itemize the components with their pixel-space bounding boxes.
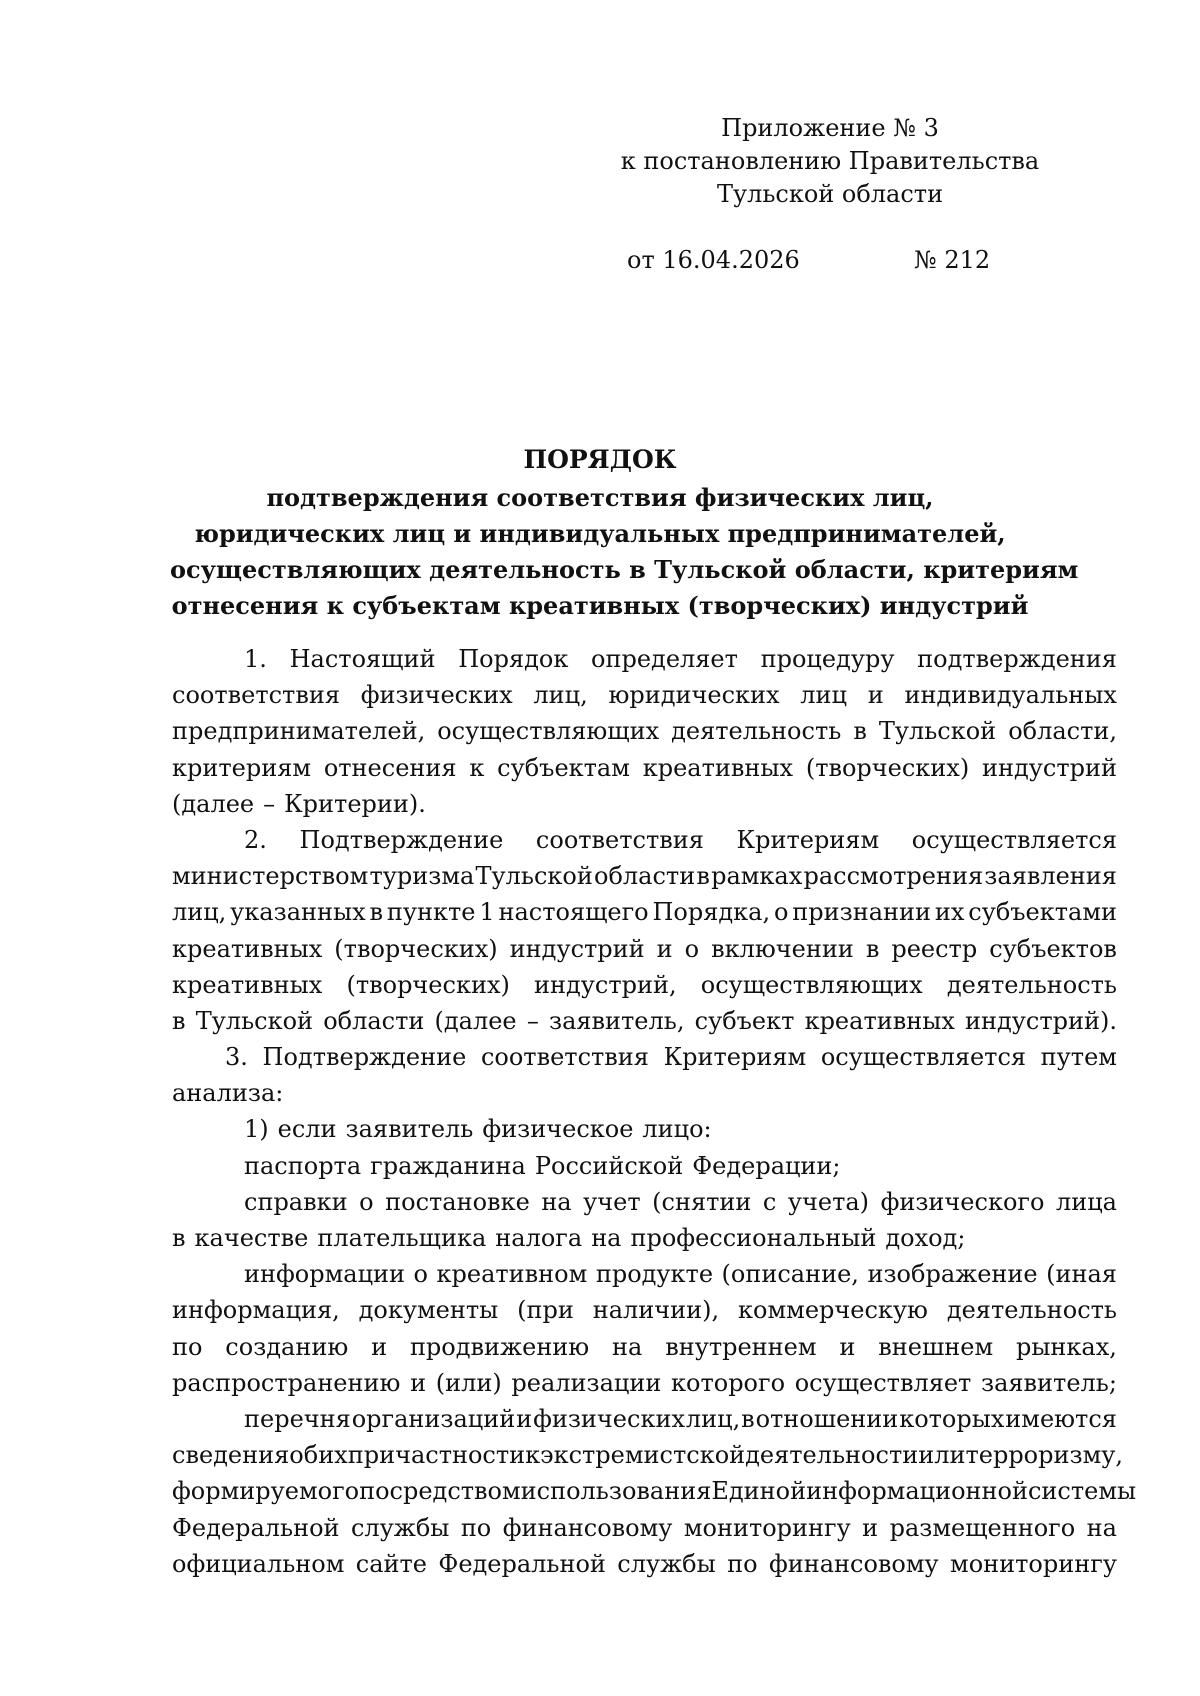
document-date: от 16.04.2026 xyxy=(627,246,800,274)
body-word: индустрий). xyxy=(965,1006,1117,1035)
body-word: профессиональный xyxy=(630,1224,877,1252)
body-word: деятельность xyxy=(946,970,1117,999)
main-title: ПОРЯДОК xyxy=(523,445,677,474)
document-number: № 212 xyxy=(914,246,991,274)
body-word: министерством xyxy=(172,862,369,891)
body-word: Порядка, xyxy=(652,898,771,927)
body-word: внешнем xyxy=(878,1332,994,1361)
body-word: осуществляет xyxy=(794,1368,972,1397)
body-word: системы xyxy=(1027,1477,1137,1506)
body-line xyxy=(172,713,1117,749)
body-word: имеются xyxy=(1005,1404,1117,1433)
body-word: в xyxy=(853,717,867,746)
body-word: юридических xyxy=(608,681,780,710)
body-word: деятельность xyxy=(671,717,842,746)
body-word: экстремистской xyxy=(540,1441,746,1470)
body-word: Тульской xyxy=(878,717,997,746)
body-line xyxy=(172,894,1117,930)
body-word: Настоящий xyxy=(289,645,436,673)
body-word: креативных xyxy=(804,1006,955,1035)
body-word: к xyxy=(469,753,485,782)
body-word: включении xyxy=(711,934,854,963)
body-word: рынках, xyxy=(1015,1332,1117,1361)
body-word: и xyxy=(656,934,673,963)
body-line xyxy=(172,1510,1117,1546)
body-word: предпринимателей, xyxy=(172,717,426,746)
body-word: 1. xyxy=(244,645,267,673)
body-word: Подтверждение xyxy=(262,1043,467,1072)
body-word: документы xyxy=(358,1296,499,1325)
body-word: и xyxy=(371,1332,388,1361)
document-body xyxy=(172,641,1137,1582)
body-line xyxy=(172,1184,1117,1220)
body-word: индустрий xyxy=(982,753,1117,782)
body-line xyxy=(172,1292,1117,1328)
body-word: справки xyxy=(244,1187,348,1216)
body-word: Российской xyxy=(534,1151,684,1180)
body-word: заявитель, xyxy=(548,1006,685,1035)
body-word: службы xyxy=(617,1549,716,1578)
body-word: перечня xyxy=(244,1404,351,1433)
body-word: физических xyxy=(360,681,513,710)
body-word: формируемого xyxy=(172,1477,360,1506)
body-word: о xyxy=(773,898,789,927)
body-word: причастности xyxy=(347,1441,526,1470)
body-word: указанных xyxy=(230,898,366,927)
body-line xyxy=(172,1473,1137,1509)
appendix-line: Приложение № 3 xyxy=(721,114,939,142)
body-word: постановке xyxy=(385,1187,530,1216)
body-word: лиц, xyxy=(685,1404,741,1433)
body-word: по xyxy=(727,1549,758,1578)
body-word: и xyxy=(516,1404,533,1433)
body-word: реализации xyxy=(511,1368,662,1397)
body-word: – xyxy=(526,1006,539,1035)
body-line xyxy=(172,786,1117,822)
body-line xyxy=(172,1075,1117,1111)
body-word: процедуру xyxy=(760,645,895,673)
body-word: службы xyxy=(350,1513,450,1542)
body-word: сайте xyxy=(355,1549,428,1578)
body-word: заявитель xyxy=(345,1115,474,1144)
body-word: креативных xyxy=(642,753,794,782)
body-word: пункте xyxy=(386,898,476,927)
body-word: креативных xyxy=(172,934,323,963)
body-word: в xyxy=(741,1404,755,1433)
body-word: осуществляется xyxy=(820,1043,1027,1072)
body-word: соответствия xyxy=(172,681,340,710)
body-word: отношении xyxy=(755,1404,899,1433)
body-word: по xyxy=(460,1513,492,1542)
body-word: с xyxy=(762,1187,777,1216)
body-word: соответствия xyxy=(535,825,704,854)
body-word: (творческих) xyxy=(334,934,498,963)
body-word: внутреннем xyxy=(665,1332,817,1361)
body-word: Подтверждение xyxy=(299,825,504,854)
body-word: на xyxy=(1086,1513,1117,1542)
body-line xyxy=(172,641,1117,677)
body-word: их xyxy=(934,898,965,927)
body-word: Единой xyxy=(711,1477,807,1506)
body-word: в xyxy=(172,1006,186,1035)
body-word: Критерии). xyxy=(284,789,426,818)
body-word: Федеральной xyxy=(438,1549,606,1578)
body-line xyxy=(172,931,1117,967)
body-word: лиц, xyxy=(172,898,227,927)
body-word: мониторингу xyxy=(683,1513,851,1542)
body-word: (или) xyxy=(435,1368,502,1397)
body-word: индивидуальных xyxy=(904,681,1117,710)
body-word: и xyxy=(862,1513,879,1542)
body-word: о xyxy=(359,1187,374,1216)
body-word: учета) xyxy=(787,1187,870,1216)
body-word: индустрий, xyxy=(534,970,677,999)
body-word: заявитель; xyxy=(981,1368,1117,1397)
body-line xyxy=(172,677,1117,713)
body-word: о xyxy=(413,1260,428,1289)
body-word: индустрий xyxy=(509,934,645,963)
body-word: доход; xyxy=(885,1224,966,1252)
body-word: Федерации; xyxy=(692,1151,841,1180)
body-word: терроризму, xyxy=(965,1441,1123,1470)
body-line xyxy=(172,1039,1117,1075)
body-word: организаций xyxy=(351,1404,516,1433)
body-word: креативных xyxy=(172,970,323,999)
body-word: 1) xyxy=(244,1115,269,1144)
body-word: подтверждения xyxy=(917,645,1117,673)
body-line xyxy=(172,1148,1117,1184)
body-word: гражданина xyxy=(370,1151,526,1180)
body-word: в xyxy=(172,1224,186,1252)
body-word: использования xyxy=(520,1477,712,1506)
body-word: области xyxy=(594,862,696,891)
body-word: Тульской xyxy=(475,862,593,891)
body-word: (описание, xyxy=(721,1260,859,1289)
body-word: субъект xyxy=(694,1006,795,1035)
body-word: паспорта xyxy=(244,1151,362,1180)
body-word: путем xyxy=(1040,1043,1117,1072)
body-line xyxy=(172,1546,1117,1582)
body-word: туризма xyxy=(369,862,475,891)
body-word: к xyxy=(525,1441,541,1470)
body-word: продукте xyxy=(595,1260,714,1289)
body-word: об xyxy=(289,1441,319,1470)
body-word: осуществляется xyxy=(911,825,1117,854)
body-word: (при xyxy=(517,1296,574,1325)
body-word: и xyxy=(410,1368,427,1397)
body-line xyxy=(172,750,1117,786)
body-word: по xyxy=(172,1332,203,1361)
body-word: информации xyxy=(244,1260,405,1289)
body-word: финансовому xyxy=(502,1513,673,1542)
body-word: лица xyxy=(1055,1187,1117,1216)
body-word: креативном xyxy=(436,1260,588,1289)
subtitle-line: подтверждения соответствия физических лиц, xyxy=(266,483,934,512)
body-word: (творческих) xyxy=(805,753,970,782)
body-line xyxy=(172,858,1117,894)
body-line xyxy=(172,1111,1117,1147)
body-word: рамках xyxy=(711,862,803,891)
body-word: физических xyxy=(533,1404,685,1433)
body-word: (творческих) xyxy=(346,970,510,999)
body-word: анализа: xyxy=(172,1079,284,1108)
body-word: в xyxy=(865,934,880,963)
body-word: настоящего xyxy=(498,898,649,927)
body-word: деятельность xyxy=(946,1296,1117,1325)
body-word: налога xyxy=(495,1224,583,1252)
body-word: (снятии xyxy=(652,1187,752,1216)
body-word: 1 xyxy=(479,898,495,927)
body-word: определяет xyxy=(591,645,738,673)
body-word: о xyxy=(684,934,700,963)
body-word: области xyxy=(323,1006,425,1035)
body-word: которого xyxy=(671,1368,786,1397)
body-word: информационной xyxy=(806,1477,1028,1506)
body-line xyxy=(172,822,1117,858)
body-word: области, xyxy=(1008,717,1117,746)
body-word: (иная xyxy=(1046,1260,1117,1289)
body-word: реестр xyxy=(891,934,978,963)
body-word: мониторингу xyxy=(950,1549,1117,1578)
body-word: или xyxy=(918,1441,966,1470)
body-line xyxy=(172,1329,1117,1365)
body-word: лицо: xyxy=(642,1115,712,1144)
body-word: Тульской xyxy=(195,1006,314,1035)
body-word: соответствия xyxy=(480,1043,649,1072)
body-word: их xyxy=(318,1441,348,1470)
body-word: коммерческую xyxy=(738,1296,928,1325)
subtitle-line: юридических лиц и индивидуальных предпринимателей, xyxy=(194,519,1006,548)
body-line xyxy=(172,1003,1117,1039)
body-word: на xyxy=(612,1332,643,1361)
body-word: физического xyxy=(880,1187,1045,1216)
body-word: Критериям xyxy=(663,1043,807,1072)
body-word: 3. xyxy=(225,1043,248,1072)
body-word: отнесения xyxy=(323,753,457,782)
body-word: размещенного xyxy=(889,1513,1076,1542)
body-word: деятельности xyxy=(745,1441,919,1470)
body-word: (далее xyxy=(172,789,255,818)
body-word: продвижению xyxy=(409,1332,590,1361)
body-word: признании xyxy=(792,898,932,927)
document-title xyxy=(170,440,1079,624)
body-word: лиц xyxy=(800,681,847,710)
body-word: (далее xyxy=(434,1006,517,1035)
appendix-line: Тульской области xyxy=(716,180,944,208)
body-word: на xyxy=(541,1187,572,1216)
body-word: 2. xyxy=(244,825,267,854)
body-word: в xyxy=(696,862,710,891)
body-word: и xyxy=(867,681,884,710)
body-word: субъектов xyxy=(989,934,1117,963)
body-word: Критериям xyxy=(736,825,880,854)
body-word: на xyxy=(591,1224,622,1252)
body-word: – xyxy=(263,789,276,818)
body-word: в xyxy=(369,898,384,927)
body-word: рассмотрения xyxy=(803,862,984,891)
body-word: информация, xyxy=(172,1296,340,1325)
body-word: сведения xyxy=(172,1441,290,1470)
body-word: субъектами xyxy=(968,898,1117,927)
body-word: заявления xyxy=(984,862,1117,891)
body-word: плательщика xyxy=(317,1224,487,1252)
body-word: изображение xyxy=(867,1260,1038,1289)
body-word: Порядок xyxy=(458,645,569,673)
appendix-line: к постановлению Правительства xyxy=(620,147,1040,175)
body-word: распространению xyxy=(172,1368,401,1397)
body-word: если xyxy=(277,1115,337,1144)
body-word: осуществляющих xyxy=(437,717,660,746)
body-line xyxy=(172,1401,1117,1437)
body-line xyxy=(172,967,1117,1003)
body-word: критериям xyxy=(172,753,312,782)
body-line xyxy=(172,1220,1117,1256)
body-word: Федеральной xyxy=(172,1513,340,1542)
body-word: официальном xyxy=(172,1549,345,1578)
body-word: которых xyxy=(899,1404,1005,1433)
body-word: учет xyxy=(583,1187,641,1216)
body-word: лиц, xyxy=(533,681,588,710)
body-line xyxy=(172,1437,1123,1473)
body-word: качестве xyxy=(194,1224,309,1252)
subtitle-line: осуществляющих деятельность в Тульской области, критериям xyxy=(170,555,1079,584)
body-word: посредством xyxy=(359,1477,521,1506)
body-word: наличии), xyxy=(592,1296,720,1325)
appendix-header xyxy=(610,112,1050,211)
body-word: физическое xyxy=(482,1115,634,1144)
body-word: созданию xyxy=(225,1332,349,1361)
body-word: субъектам xyxy=(497,753,630,782)
body-line xyxy=(172,1256,1117,1292)
body-line xyxy=(172,1365,1117,1401)
body-word: финансовому xyxy=(768,1549,939,1578)
subtitle-line: отнесения к субъектам креативных (творческих) индустрий xyxy=(171,591,1029,620)
body-word: осуществляющих xyxy=(700,970,923,999)
body-word: и xyxy=(839,1332,856,1361)
